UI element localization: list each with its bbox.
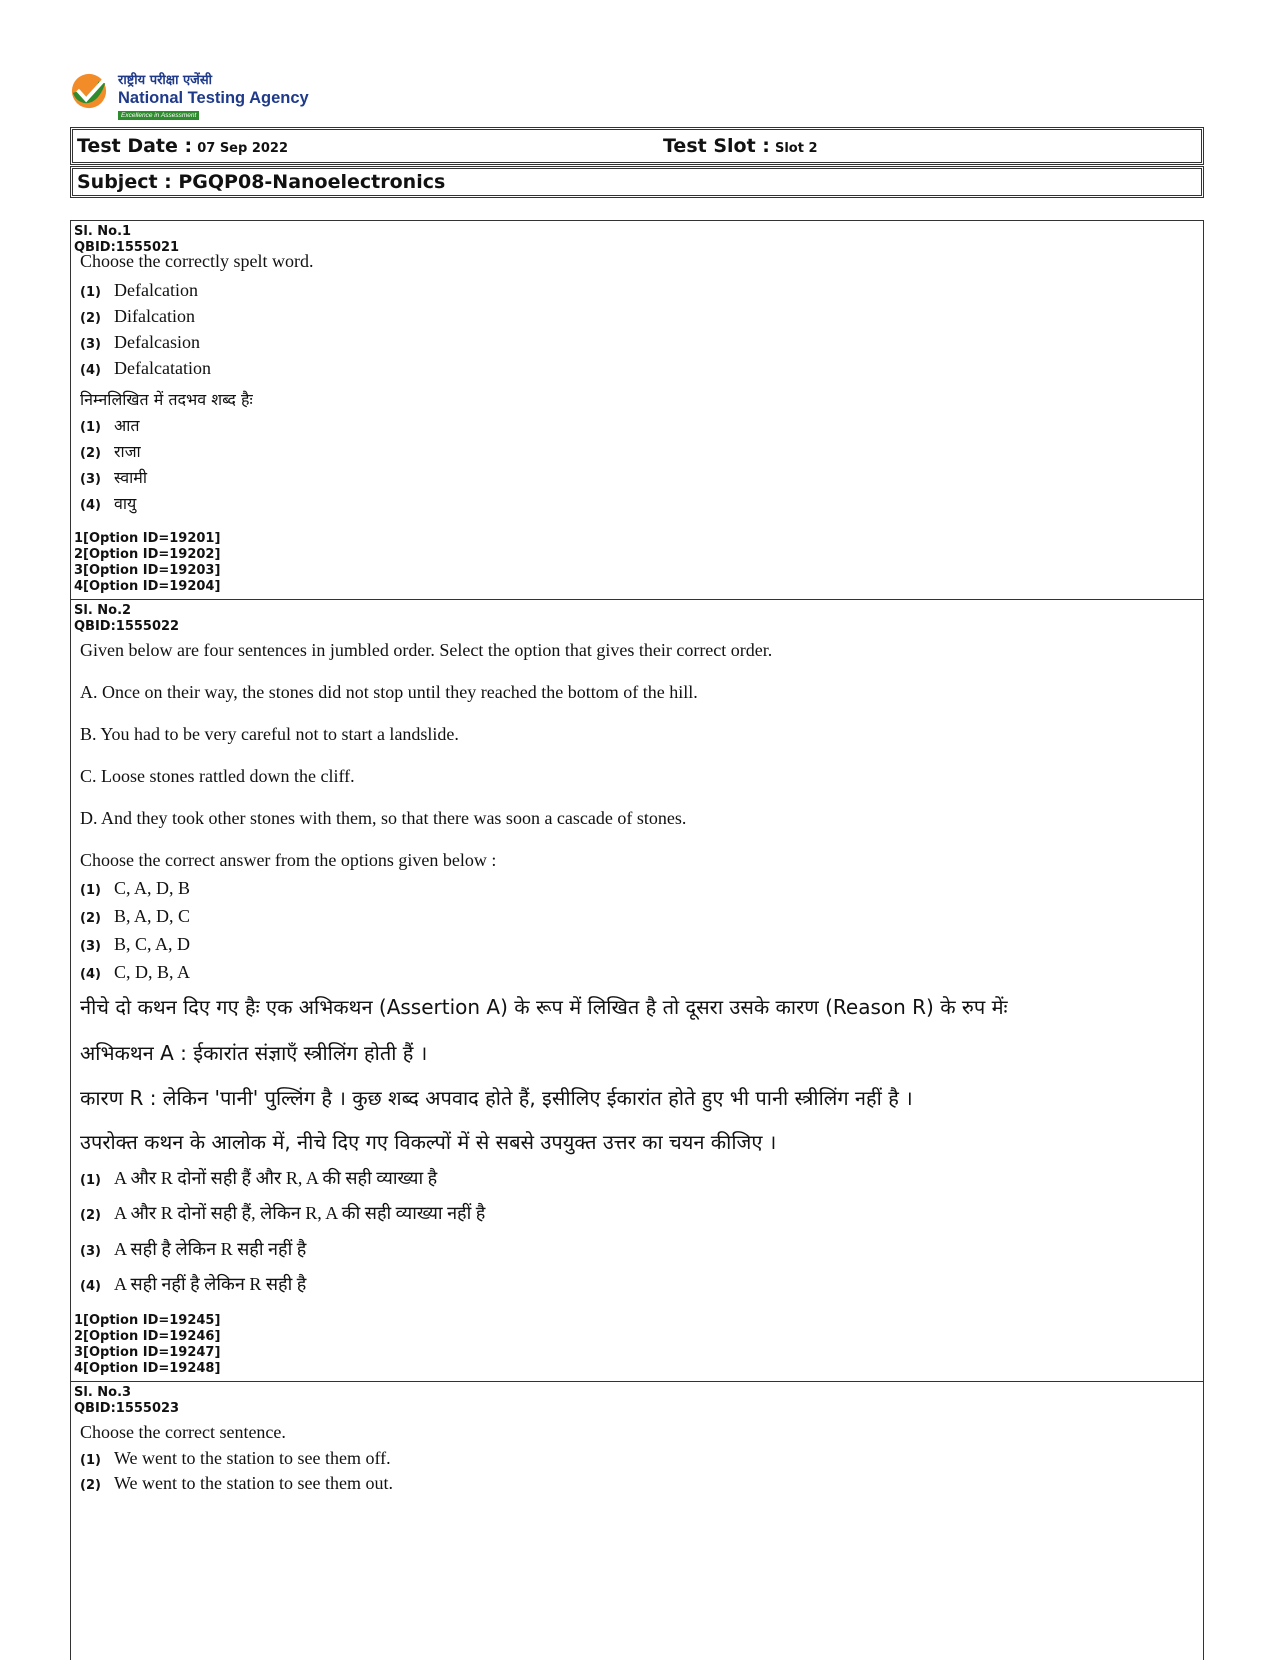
q3-option-2[interactable]: (2) We went to the station to see them out. xyxy=(80,1473,393,1493)
question-2-hindi-line-4: उपरोक्त कथन के आलोक में, नीचे दिए गए विकल्पों में से सबसे उपयुक्त उत्तर का चयन कीजिए । xyxy=(80,1130,777,1154)
question-divider xyxy=(71,599,1203,600)
test-slot-label: Test Slot : xyxy=(663,135,770,157)
test-date-value: 07 Sep 2022 xyxy=(197,141,289,156)
test-slot-value: Slot 2 xyxy=(774,141,818,156)
q2-option-4[interactable]: (4) C, D, B, A xyxy=(80,962,191,982)
question-2-hindi-line-2: अभिकथन A : ईकारांत संज्ञाएँ स्त्रीलिंग होती हैं । xyxy=(80,1041,428,1065)
q1-option-1[interactable]: (1) Defalcation xyxy=(80,280,198,300)
q2-hindi-option-2[interactable]: (2) A और R दोनों सही हैं, लेकिन R, A की सही व्याख्या नहीं है xyxy=(80,1203,486,1223)
logo-hindi-text: राष्ट्रीय परीक्षा एजेंसी xyxy=(118,73,212,88)
q1-hindi-option-4[interactable]: (4) वायु xyxy=(80,496,137,513)
q2-option-1[interactable]: (1) C, A, D, B xyxy=(80,878,191,898)
q1-hindi-option-2[interactable]: (2) राजा xyxy=(80,444,141,461)
q2-option-3[interactable]: (3) B, C, A, D xyxy=(80,934,191,954)
question-2-sentence-b: B. You had to be very careful not to start a landslide. xyxy=(80,724,459,744)
question-3-qbid: QBID:1555023 xyxy=(74,1401,180,1416)
logo-tagline: Excellence in Assessment xyxy=(118,111,199,120)
question-1-option-ids: 1[Option ID=19201] 2[Option ID=19202] 3[Option ID=19203] 4[Option ID=19204] xyxy=(74,531,221,594)
q1-option-4[interactable]: (4) Defalcatation xyxy=(80,358,211,378)
q1-option-3[interactable]: (3) Defalcasion xyxy=(80,332,200,352)
question-2-stem: Given below are four sentences in jumbled order. Select the option that gives their correct order. xyxy=(80,640,773,660)
q1-option-2[interactable]: (2) Difalcation xyxy=(80,306,195,326)
test-info-box xyxy=(70,127,1204,165)
nta-checkmark-icon xyxy=(70,72,108,110)
question-2-hindi-line-3: कारण R : लेकिन 'पानी' पुल्लिंग है । कुछ शब्द अपवाद होते हैं, इसीलिए ईकारांत होते हुए भी पानी स्त्रीलिंग नहीं है । xyxy=(80,1086,913,1110)
test-date-label: Test Date : xyxy=(77,135,193,157)
question-3-slno: Sl. No.3 xyxy=(74,1385,132,1400)
nta-logo xyxy=(70,70,370,122)
question-3-meta xyxy=(74,1385,179,1417)
question-list xyxy=(70,220,1204,1660)
question-1-qbid: QBID:1555021 xyxy=(74,240,180,255)
question-2-qbid: QBID:1555022 xyxy=(74,619,180,634)
q3-option-1[interactable]: (1) We went to the station to see them off. xyxy=(80,1448,391,1468)
q2-option-2[interactable]: (2) B, A, D, C xyxy=(80,906,191,926)
q1-hindi-option-3[interactable]: (3) स्वामी xyxy=(80,470,147,487)
question-1-hindi-stem: निम्नलिखित में तदभव शब्द हैः xyxy=(80,390,253,409)
question-2-sentence-c: C. Loose stones rattled down the cliff. xyxy=(80,766,355,786)
q1-hindi-option-1[interactable]: (1) आत xyxy=(80,418,140,435)
test-slot xyxy=(663,135,818,157)
question-2-meta xyxy=(74,603,179,635)
question-2-sentence-a: A. Once on their way, the stones did not stop until they reached the bottom of the hill. xyxy=(80,682,698,702)
subject-box xyxy=(70,166,1204,198)
question-3-stem: Choose the correct sentence. xyxy=(80,1422,286,1442)
q2-hindi-option-3[interactable]: (3) A सही है लेकिन R सही नहीं है xyxy=(80,1239,307,1259)
logo-english-text: National Testing Agency xyxy=(118,89,309,107)
question-2-option-ids: 1[Option ID=19245] 2[Option ID=19246] 3[Option ID=19247] 4[Option ID=19248] xyxy=(74,1313,221,1376)
subject-title: Subject : PGQP08-Nanoelectronics xyxy=(77,171,446,193)
question-1-stem: Choose the correctly spelt word. xyxy=(80,251,314,271)
test-date xyxy=(77,135,288,157)
question-2-prompt: Choose the correct answer from the options given below : xyxy=(80,850,497,870)
question-1-slno: Sl. No.1 xyxy=(74,224,132,239)
question-2-hindi-line-1: नीचे दो कथन दिए गए हैः एक अभिकथन (Assertion A) के रूप में लिखित है तो दूसरा उसके कारण (Reason R) के रुप मेंः xyxy=(80,995,1008,1019)
q2-hindi-option-4[interactable]: (4) A सही नहीं है लेकिन R सही है xyxy=(80,1274,307,1294)
question-2-sentence-d: D. And they took other stones with them, so that there was soon a cascade of stones. xyxy=(80,808,687,828)
question-divider xyxy=(71,1381,1203,1382)
question-2-slno: Sl. No.2 xyxy=(74,603,132,618)
q2-hindi-option-1[interactable]: (1) A और R दोनों सही हैं और R, A की सही व्याख्या है xyxy=(80,1168,438,1188)
